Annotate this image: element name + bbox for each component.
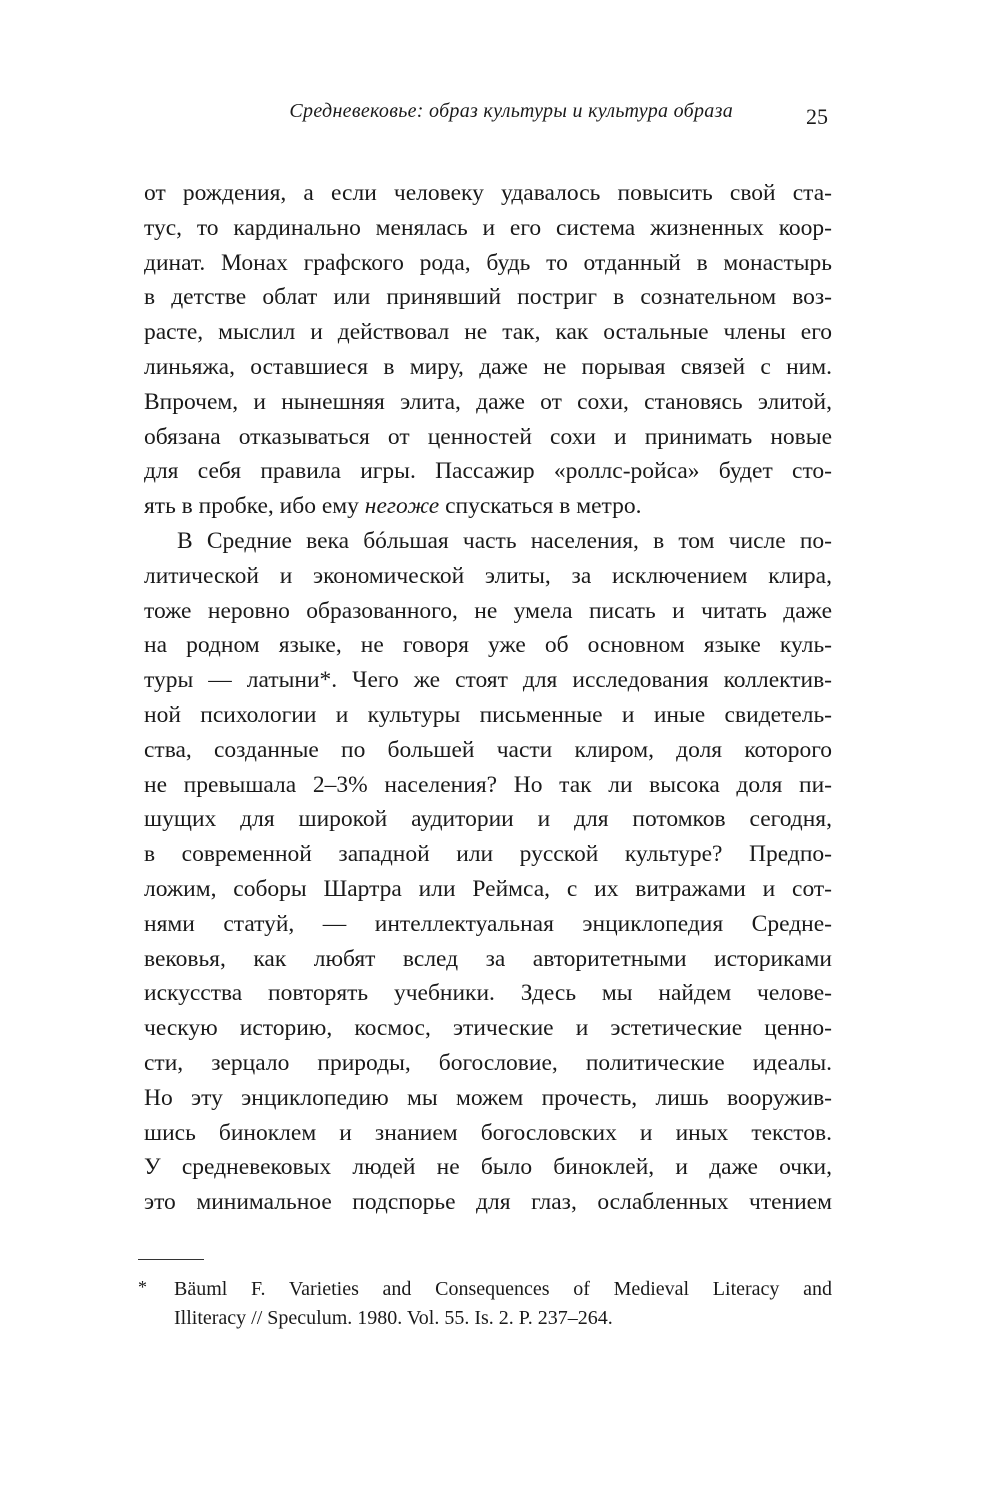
text-line: В Средние века бóльшая часть населения, в том числе по- [177,527,832,554]
page-number: 25 [806,104,828,129]
body-text [144,176,832,1220]
text-line: для себя правила игры. Пассажир «роллс-ройса» будет сто- [144,458,832,485]
text-line: шись биноклем и знанием богословских и иных текстов. [144,1119,832,1146]
paragraph-1 [144,176,832,524]
footnote-text [174,1275,832,1333]
footnote-line: Bäuml F. Varieties and Consequences of Medieval Literacy and [174,1278,832,1300]
emphasis-word: негоже [364,493,440,520]
text-line: от рождения, а если человеку удавалось повысить свой ста- [144,180,832,206]
text-line: тус, то кардинально менялась и его система жизненных коор- [144,214,832,241]
text-line: не превышала 2–3% населения? Но так ли высока доля пи- [144,771,832,798]
footnote-line: Illiteracy // Speculum. 1980. Vol. 55. Is. 2. P. 237–264. [174,1307,613,1329]
text-segment: ять в пробке, ибо ему [144,493,365,520]
text-line: сти, зерцало природы, богословие, политические идеалы. [144,1049,832,1076]
text-line [144,489,832,524]
text-line: искусства повторять учебники. Здесь мы найдем челове- [144,980,832,1007]
footnote-divider [138,1259,204,1260]
text-line: ства, созданные по большей части клиром, доля которого [144,736,832,763]
text-line: расте, мыслил и действовал не так, как остальные члены его [144,319,832,346]
text-line: шущих для широкой аудитории и для потомков сегодня, [144,806,832,833]
text-line: динат. Монах графского рода, будь то отданный в монастырь [144,249,832,276]
text-segment: спускаться в метро. [439,493,642,520]
footnote-marker: * [138,1277,147,1297]
text-line: Впрочем, и нынешняя элита, даже от сохи, становясь элитой, [144,388,832,415]
text-line: нями статуй, — интеллектуальная энциклопедия Средне- [144,910,832,937]
text-line: У средневековых людей не было биноклей, и даже очки, [144,1154,832,1181]
text-line: в современной западной или русской культуре? Предпо- [144,841,832,868]
running-title: Средневековье: образ культуры и культура образа [289,100,733,122]
text-line: тоже неровно образованного, не умела писать и читать даже [144,597,832,624]
text-line: туры — латыни*. Чего же стоят для исследования коллектив- [144,667,832,694]
text-line: ческую историю, космос, этические и эстетические ценно- [144,1015,832,1042]
text-line: это минимальное подспорье для глаз, ослабленных чтением [144,1189,832,1216]
text-line: линьяжа, оставшиеся в миру, даже не порывая связей с ним. [144,353,832,380]
text-line: ложим, соборы Шартра или Реймса, с их витражами и сот- [144,875,832,902]
text-line: ной психологии и культуры письменные и иные свидетель- [144,701,832,728]
text-line: литической и экономической элиты, за исключением клира, [144,562,832,589]
text-line: вековья, как любят вслед за авторитетными историками [144,945,832,972]
text-line: в детстве облат или принявший постриг в сознательном воз- [144,284,832,311]
text-line: обязана отказываться от ценностей сохи и принимать новые [144,423,832,450]
paragraph-2 [144,524,832,1220]
text-line: на родном языке, не говоря уже об основном языке куль- [144,632,832,659]
text-line: Но эту энциклопедию мы можем прочесть, лишь вооружив- [144,1084,832,1111]
